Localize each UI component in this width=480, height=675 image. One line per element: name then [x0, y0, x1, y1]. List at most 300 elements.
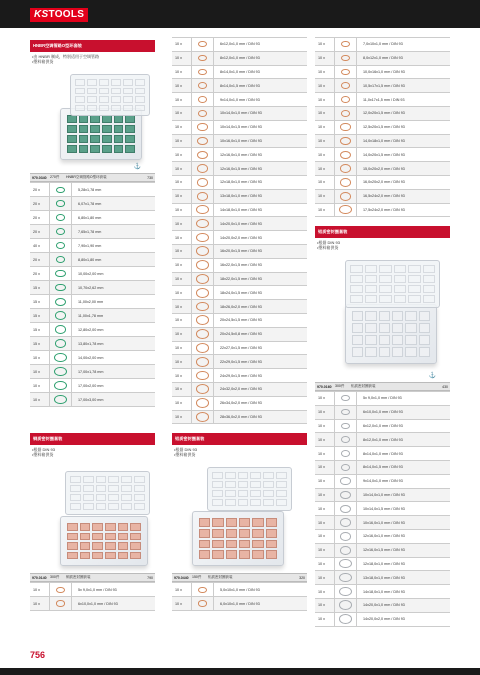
size-spec: 16,0x20x2,0 mm / DIN 93 [363, 180, 405, 185]
size-spec: 17,00x1,78 mm [78, 369, 104, 374]
quantity: 10 x [172, 383, 192, 396]
size-spec: 10,0x16x1,0 mm / DIN 93 [363, 69, 405, 74]
quantity: 10 x [172, 79, 192, 92]
quantity: 10 x [172, 52, 192, 65]
table-row [315, 147, 450, 161]
ring-icon [192, 245, 214, 258]
size-spec: 12,0x20x1,5 mm / DIN 93 [363, 111, 405, 116]
ring-icon [335, 121, 357, 134]
size-spec: 24x29,0x1,5 mm / DIN 93 [220, 373, 262, 378]
ring-icon [335, 135, 357, 148]
quantity: 10 x [315, 502, 335, 515]
quantity: 20 x [30, 267, 50, 280]
ring-icon [50, 225, 72, 238]
quantity: 10 x [172, 162, 192, 175]
section-description: •由 HNBR 制成，特别适用于空调管路 •塑料箱供货 [32, 54, 99, 64]
table-row [315, 584, 450, 598]
ring-icon [335, 392, 357, 405]
table-row [30, 308, 155, 322]
box-lid [207, 467, 292, 511]
table-row [172, 410, 307, 424]
ring-icon [192, 369, 214, 382]
ring-icon [335, 530, 357, 543]
size-spec: 8x12,0x1,0 mm / DIN 93 [220, 56, 260, 61]
ring-icon [192, 135, 214, 148]
weight-icon: ⚓ [428, 373, 436, 379]
quantity: 10 x [172, 176, 192, 189]
table-row [315, 106, 450, 120]
size-spec: 11,00x1,78 mm [78, 313, 104, 318]
table-row [30, 252, 155, 266]
ring-icon [50, 183, 72, 196]
quantity: 10 x [30, 583, 50, 596]
table-row [315, 488, 450, 502]
table-row [315, 570, 450, 584]
size-spec: 5,28x1,78 mm [78, 187, 102, 192]
table-row [172, 161, 307, 175]
size-spec: 8x14,0x1,0 mm / DIN 93 [363, 451, 403, 456]
order-header: 970.0160 300件 铝质密封圈套装 430 [315, 382, 450, 391]
ring-icon [192, 300, 214, 313]
size-spec: 6,07x1,78 mm [78, 201, 102, 206]
ring-icon [50, 583, 72, 596]
size-spec: 7,65x1,78 mm [78, 229, 102, 234]
table-row [315, 203, 450, 217]
table-row [172, 258, 307, 272]
ring-icon [335, 599, 357, 612]
table-row [172, 134, 307, 148]
ring-icon [192, 411, 214, 424]
ring-icon [335, 585, 357, 598]
quantity: 10 x [172, 411, 192, 424]
table-row [315, 501, 450, 515]
copper-ring-box [60, 516, 148, 566]
size-spec: 8x14,0x1,5 mm / DIN 93 [363, 465, 403, 470]
ring-icon [50, 393, 72, 406]
quantity: 10 x [315, 516, 335, 529]
quantity: 10 x [172, 273, 192, 286]
size-spec: 10x16,0x1,0 mm / DIN 93 [363, 520, 405, 525]
ring-icon [335, 558, 357, 571]
quantity: 10 x [315, 544, 335, 557]
quantity: 10 x [315, 176, 335, 189]
size-spec: 20x24,5x0,8 mm / DIN 93 [220, 332, 262, 337]
table-row [315, 460, 450, 474]
page-number: 756 [30, 650, 46, 660]
table-row [30, 582, 155, 596]
box-lid [345, 260, 440, 308]
ring-icon [50, 197, 72, 210]
size-spec: 6x10,0x1,0 mm / DIN 93 [363, 410, 403, 415]
section-description: •根据 DIN 93 •塑料箱供货 [174, 447, 197, 457]
ring-icon [335, 433, 357, 446]
ring-icon [335, 38, 357, 51]
size-spec: 14x20,0x1,0 mm / DIN 93 [220, 221, 262, 226]
ring-icon [192, 328, 214, 341]
order-header: 970.0440 150件 铝质密封圈套装 320 [172, 573, 307, 582]
quantity: 10 x [30, 597, 50, 610]
ring-icon [192, 204, 214, 217]
quantity: 10 x [315, 530, 335, 543]
table-row [172, 216, 307, 230]
size-spec: 17,5x24x2,0 mm / DIN 93 [363, 207, 405, 212]
size-spec: 20x24,5x1,5 mm / DIN 93 [220, 318, 262, 323]
box-lid [70, 74, 150, 116]
table-row [315, 51, 450, 65]
quantity: 20 x [30, 225, 50, 238]
ring-icon [192, 66, 214, 79]
quantity: 10 x [172, 93, 192, 106]
section-title: 铝质密封圈套装 [315, 226, 450, 238]
size-spec: 28x36,0x2,0 mm / DIN 93 [220, 414, 262, 419]
table-row [30, 596, 155, 610]
ring-icon [335, 516, 357, 529]
size-spec: 6,80x1,80 mm [78, 215, 102, 220]
section-title: 铝质密封圈套装 [172, 433, 307, 445]
table-row [172, 382, 307, 396]
ring-icon [335, 420, 357, 433]
quantity: 10 x [172, 314, 192, 327]
size-spec: 8x14,0x1,0 mm / DIN 93 [220, 69, 260, 74]
size-spec: 14x20,0x2,0 mm / DIN 93 [220, 235, 262, 240]
ring-icon [335, 544, 357, 557]
quantity: 10 x [315, 489, 335, 502]
quantity: 10 x [315, 135, 335, 148]
table-row [315, 78, 450, 92]
quantity: 10 x [172, 107, 192, 120]
section-description: •根据 DIN 93 •塑料箱供货 [317, 240, 340, 250]
table-row [172, 189, 307, 203]
ring-icon [335, 52, 357, 65]
table-row [172, 244, 307, 258]
ring-icon [192, 342, 214, 355]
ring-icon [192, 93, 214, 106]
quantity: 20 x [30, 197, 50, 210]
ring-icon [192, 148, 214, 161]
table-row [172, 582, 307, 596]
quantity: 10 x [315, 461, 335, 474]
quantity: 10 x [315, 190, 335, 203]
size-spec: 26x34,0x2,0 mm / DIN 93 [220, 401, 262, 406]
ring-icon [192, 286, 214, 299]
table-row [315, 529, 450, 543]
table-row [172, 327, 307, 341]
table-row [315, 598, 450, 612]
size-spec: 14x20,0x2,0 mm / DIN 93 [363, 617, 405, 622]
table-row [172, 106, 307, 120]
size-table [172, 582, 307, 611]
quantity: 10 x [172, 397, 192, 410]
kstools-logo: KSTOOLS [30, 8, 88, 22]
quantity: 10 x [172, 217, 192, 230]
ring-icon [335, 162, 357, 175]
table-row [172, 175, 307, 189]
ring-icon [192, 397, 214, 410]
size-spec: 12x16,0x1,0 mm / DIN 93 [220, 152, 262, 157]
quantity: 15 x [30, 309, 50, 322]
quantity: 10 x [315, 406, 335, 419]
product-photo-copper [30, 461, 155, 571]
quantity: 10 x [315, 571, 335, 584]
ring-icon [335, 613, 357, 626]
table-row [315, 65, 450, 79]
ring-icon [50, 281, 72, 294]
ring-icon [192, 383, 214, 396]
size-spec: 9x14,0x1,0 mm / DIN 93 [363, 479, 403, 484]
table-row [315, 557, 450, 571]
ring-icon [50, 323, 72, 336]
size-spec: 8,80x1,80 mm [78, 257, 102, 262]
table-row [172, 92, 307, 106]
table-row [315, 515, 450, 529]
size-spec: 22x27,0x1,5 mm / DIN 93 [220, 345, 262, 350]
table-row [30, 392, 155, 406]
ring-icon [50, 211, 72, 224]
ring-icon [192, 597, 214, 610]
ring-icon [335, 93, 357, 106]
quantity: 10 x [315, 475, 335, 488]
quantity: 10 x [172, 342, 192, 355]
ring-icon [50, 267, 72, 280]
quantity: 10 x [172, 121, 192, 134]
size-spec: 16,5x24x2,0 mm / DIN 93 [363, 194, 405, 199]
size-spec: 11,0x17x1,5 mm / DIN 93 [363, 97, 405, 102]
size-spec: 14x20,0x1,0 mm / DIN 93 [363, 603, 405, 608]
quantity: 10 x [172, 135, 192, 148]
ring-icon [335, 489, 357, 502]
size-table [315, 37, 450, 217]
size-spec: 18x22,0x1,5 mm / DIN 93 [220, 276, 262, 281]
size-spec: 6x10,0x1,0 mm / DIN 93 [78, 601, 118, 606]
size-spec: 18x24,0x1,5 mm / DIN 93 [220, 290, 262, 295]
table-row [315, 189, 450, 203]
ring-icon [192, 38, 214, 51]
table-row [172, 51, 307, 65]
size-spec: 7,0x10x1,0 mm / DIN 93 [363, 42, 403, 47]
size-spec: 10,70x2,62 mm [78, 285, 104, 290]
right-column [315, 37, 450, 217]
ring-icon [50, 309, 72, 322]
size-spec: 9x14,0x1,0 mm / DIN 93 [220, 97, 260, 102]
quantity: 10 x [30, 365, 50, 378]
table-row [30, 364, 155, 378]
ring-icon [192, 190, 214, 203]
table-row [30, 336, 155, 350]
table-row [172, 354, 307, 368]
quantity: 10 x [30, 393, 50, 406]
ring-icon [335, 176, 357, 189]
quantity: 10 x [315, 433, 335, 446]
table-row [315, 161, 450, 175]
size-spec: 12x16,0x1,0 mm / DIN 93 [363, 534, 405, 539]
table-row [172, 313, 307, 327]
size-spec: 6x12,0x1,0 mm / DIN 93 [363, 423, 403, 428]
ring-icon [335, 148, 357, 161]
table-row [315, 175, 450, 189]
ring-icon [192, 273, 214, 286]
size-spec: 13,80x1,78 mm [78, 341, 104, 346]
ring-icon [335, 79, 357, 92]
table-row [315, 134, 450, 148]
ring-icon [192, 583, 214, 596]
section-title: 铜质密封圈套装 [30, 433, 155, 445]
quantity: 10 x [315, 121, 335, 134]
table-row [30, 266, 155, 280]
quantity: 10 x [315, 204, 335, 217]
quantity: 10 x [172, 204, 192, 217]
table-row [315, 405, 450, 419]
size-spec: 14x18,0x1,0 mm / DIN 93 [363, 589, 405, 594]
ring-icon [50, 253, 72, 266]
ring-icon [50, 337, 72, 350]
left-column [30, 40, 155, 407]
quantity: 10 x [172, 259, 192, 272]
ring-box [192, 511, 284, 566]
ring-icon [192, 231, 214, 244]
quantity: 15 x [30, 281, 50, 294]
table-row [30, 378, 155, 392]
ring-icon [192, 259, 214, 272]
size-spec: 17,00x3,00 mm [78, 397, 104, 402]
section-title: HNBR空调管路O型环套装 [30, 40, 155, 52]
product-photo-aluminium [172, 461, 307, 571]
quantity: 10 x [172, 245, 192, 258]
ring-icon [192, 176, 214, 189]
ring-icon [335, 204, 357, 217]
size-table [30, 182, 155, 407]
quantity: 10 x [172, 369, 192, 382]
size-spec: 8x14,0x1,5 mm / DIN 93 [220, 83, 260, 88]
size-spec: 6x12,0x1,0 mm / DIN 93 [220, 42, 260, 47]
size-spec: 17,00x2,00 mm [78, 383, 104, 388]
quantity: 10 x [172, 355, 192, 368]
size-spec: 12,80x2,00 mm [78, 327, 104, 332]
ring-icon [335, 190, 357, 203]
size-spec: 13x18,0x1,0 mm / DIN 93 [220, 194, 262, 199]
table-row [172, 78, 307, 92]
ring-icon [192, 314, 214, 327]
ring-icon [50, 295, 72, 308]
size-spec: 14,0x18x1,0 mm / DIN 93 [363, 138, 405, 143]
ring-icon [50, 365, 72, 378]
ring-icon [50, 597, 72, 610]
ring-icon [335, 406, 357, 419]
ring-icon [50, 351, 72, 364]
size-spec: 5x 9,0x1,0 mm / DIN 93 [363, 396, 402, 401]
ring-icon [50, 379, 72, 392]
table-row [172, 396, 307, 410]
ring-icon [335, 107, 357, 120]
size-spec: 10,5x17x1,5 mm / DIN 93 [363, 83, 405, 88]
table-row [172, 203, 307, 217]
table-row [30, 238, 155, 252]
quantity: 15 x [30, 337, 50, 350]
quantity: 10 x [172, 66, 192, 79]
table-row [315, 391, 450, 405]
clear-ring-box [345, 304, 437, 364]
size-spec: 22x29,0x1,5 mm / DIN 93 [220, 359, 262, 364]
size-spec: 18x26,0x2,0 mm / DIN 93 [220, 304, 262, 309]
ring-icon [192, 217, 214, 230]
size-spec: 12,5x20x1,5 mm / DIN 93 [363, 125, 405, 130]
table-row [30, 350, 155, 364]
top-bar [0, 0, 480, 28]
table-row [172, 230, 307, 244]
quantity: 10 x [172, 190, 192, 203]
size-spec: 7,90x1,90 mm [78, 243, 102, 248]
size-spec: 6,0x10x1,0 mm / DIN 93 [220, 601, 260, 606]
table-row [30, 224, 155, 238]
size-spec: 12x18,0x1,0 mm / DIN 93 [363, 561, 405, 566]
size-spec: 14,00x2,00 mm [78, 355, 104, 360]
table-row [315, 432, 450, 446]
size-spec: 15,0x20x2,0 mm / DIN 93 [363, 166, 405, 171]
quantity: 15 x [30, 323, 50, 336]
table-row [315, 446, 450, 460]
quantity: 10 x [172, 300, 192, 313]
weight-icon: ⚓ [133, 164, 141, 170]
quantity: 15 x [30, 295, 50, 308]
size-spec: 5,0x10x1,0 mm / DIN 93 [220, 587, 260, 592]
size-table [172, 37, 307, 424]
size-table [315, 391, 450, 627]
quantity: 10 x [172, 148, 192, 161]
quantity: 40 x [30, 239, 50, 252]
size-spec: 5x 9,0x1,0 mm / DIN 93 [78, 587, 117, 592]
size-spec: 10x14,0x1,5 mm / DIN 93 [363, 506, 405, 511]
table-row [172, 341, 307, 355]
table-row [30, 182, 155, 196]
ring-icon [335, 571, 357, 584]
table-row [315, 92, 450, 106]
quantity: 10 x [315, 93, 335, 106]
product-photo-aluminium-2 [315, 254, 450, 372]
size-spec: 24x32,0x2,0 mm / DIN 93 [220, 387, 262, 392]
table-row [172, 285, 307, 299]
table-row [172, 147, 307, 161]
size-spec: 12x16,0x1,5 mm / DIN 93 [363, 548, 405, 553]
table-row [172, 596, 307, 610]
size-spec: 12x16,0x1,5 mm / DIN 93 [220, 166, 262, 171]
size-table [30, 582, 155, 611]
ring-icon [192, 79, 214, 92]
quantity: 20 x [30, 183, 50, 196]
size-spec: 12x18,0x1,0 mm / DIN 93 [220, 180, 262, 185]
table-row [30, 280, 155, 294]
table-row [172, 65, 307, 79]
quantity: 10 x [315, 392, 335, 405]
quantity: 10 x [315, 79, 335, 92]
size-spec: 10x16,0x1,0 mm / DIN 93 [220, 138, 262, 143]
box-lid [65, 471, 150, 515]
quantity: 10 x [315, 447, 335, 460]
section-description: •根据 DIN 93 •塑料箱供货 [32, 447, 55, 457]
ring-icon [335, 475, 357, 488]
table-row [315, 612, 450, 626]
ring-icon [192, 162, 214, 175]
size-spec: 13x18,0x1,0 mm / DIN 93 [363, 575, 405, 580]
order-header: 970.0140 300件 铜质密封圈套装 790 [30, 573, 155, 582]
quantity: 10 x [172, 38, 192, 51]
quantity: 10 x [172, 583, 192, 596]
table-row [315, 37, 450, 51]
quantity: 10 x [315, 599, 335, 612]
middle-column [172, 37, 307, 424]
order-header: 970.0340 270件 HNBR空调管路O型环套装 730 [30, 173, 155, 182]
table-row [30, 196, 155, 210]
quantity: 10 x [315, 66, 335, 79]
size-spec: 16x22,0x1,5 mm / DIN 93 [220, 263, 262, 268]
